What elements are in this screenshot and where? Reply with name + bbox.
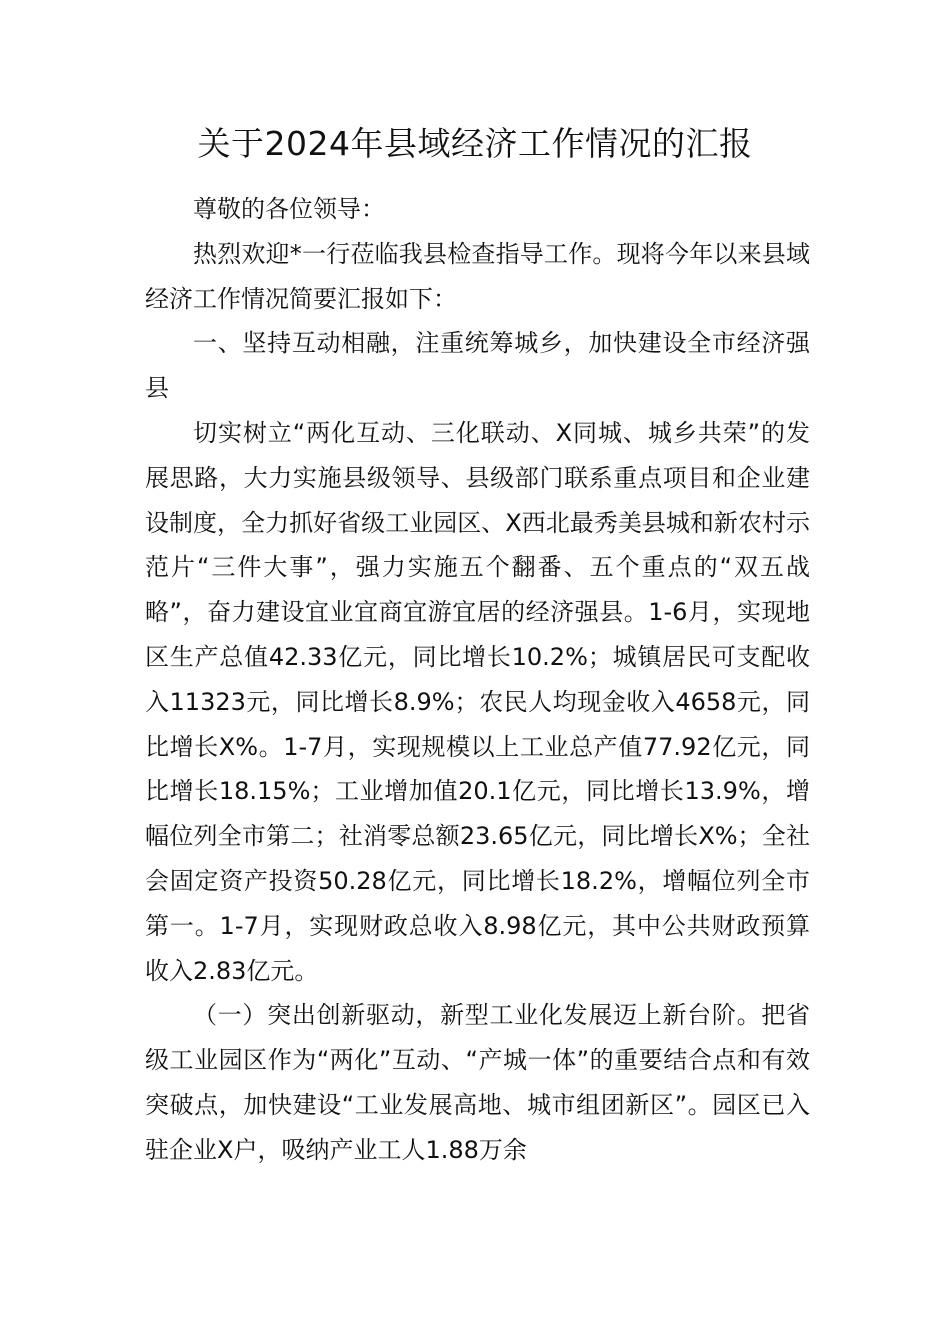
intro-paragraph: 热烈欢迎*一行莅临我县检查指导工作。现将今年以来县域经济工作情况简要汇报如下： [145, 239, 810, 313]
document-body [145, 187, 810, 1173]
subsection-paragraph-1: （一）突出创新驱动，新型工业化发展迈上新台阶。把省级工业园区作为“两化”互动、“产城一体”的重要结合点和有效突破点，加快建设“工业发展高地、城市组团新区”。园区已入驻企业X户，吸纳产业工人1.88万余 [145, 1001, 810, 1164]
body-paragraph: 切实树立“两化互动、三化联动、X同城、城乡共荣”的发展思路，大力实施县级领导、县级部门联系重点项目和企业建设制度，全力抓好省级工业园区、X西北最秀美县城和新农村示范片“三件大事”，强力实施五个翻番、五个重点的“双五战略”，奋力建设宜业宜商宜游宜居的经济强县。1-6月，实现地区生产总值42.33亿元，同比增长10.2%；城镇居民可支配收入11323元，同比增长8.9%；农民人均现金收入4658元，同比增长X%。1-7月，实现规模以上工业总产值77.92亿元，同比增长18.15%；工业增加值20.1亿元，同比增长13.9%，增幅位列全市第二；社消零总额23.65亿元，同比增长X%；全社会固定资产投资50.28亿元，同比增长18.2%，增幅位列全市第一。1-7月，实现财政总收入8.98亿元，其中公共财政预算收入2.83亿元。 [145, 418, 810, 985]
section-heading-1: 一、坚持互动相融，注重统筹城乡，加快建设全市经济强县 [145, 329, 810, 403]
document-title: 关于2024年县域经济工作情况的汇报 [197, 124, 753, 163]
salutation-paragraph: 尊敬的各位领导： [193, 195, 385, 223]
